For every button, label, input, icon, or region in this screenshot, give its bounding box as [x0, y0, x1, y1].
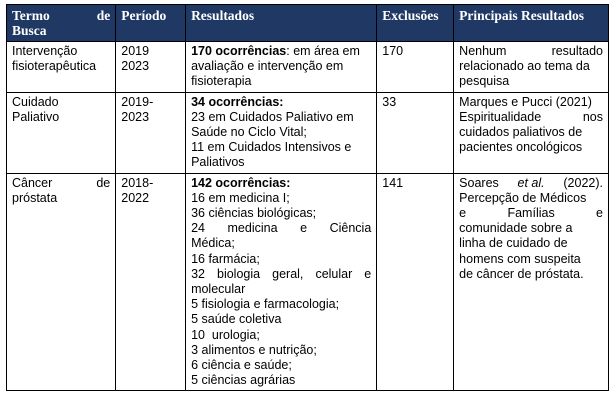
results-text: 6 ciência e saúde; [191, 358, 292, 373]
main-results-text: Famílias [507, 206, 555, 221]
results-text: fisioterapia [191, 74, 252, 89]
results-count: 34 ocorrências: [191, 94, 284, 109]
results-text: avaliação e intervenção em [191, 59, 344, 74]
header-exclusions: Exclusões [377, 5, 454, 42]
results-text: e [364, 266, 372, 281]
results-text: 24 [191, 221, 205, 236]
results-text: 16 em medicina I; [191, 190, 290, 205]
header-main-results: Principais Resultados [454, 5, 609, 42]
main-results-text: Marques e Pucci (2021) [459, 94, 592, 109]
term-text: Cuidado [12, 94, 59, 109]
results-text: medicina [227, 221, 278, 236]
main-results-cell [454, 42, 609, 93]
header-term-word1: Termo [12, 8, 50, 23]
results-count: 142 ocorrências: [191, 175, 291, 190]
period-text: 2018- [121, 175, 154, 190]
table-row [7, 42, 609, 93]
main-results-text: pacientes oncológicos [459, 140, 583, 155]
results-text: 23 em Cuidados Paliativo em [191, 109, 354, 124]
period-text: 2023 [121, 59, 150, 74]
period-cell [116, 92, 186, 173]
main-results-text: cuidados paliativos de [459, 125, 583, 140]
results-text: molecular [191, 282, 246, 297]
main-results-text: relacionado ao tema da [459, 59, 590, 74]
main-results-text: linha de cuidado de [459, 236, 568, 251]
results-text: celular [315, 266, 353, 281]
results-text: 5 fisiologia e farmacologia; [191, 297, 340, 312]
results-text: Médica; [191, 236, 235, 251]
header-term-word3: Busca [12, 23, 47, 38]
results-text: 10 urologia; [191, 327, 260, 342]
term-cell [7, 92, 116, 173]
period-text: 2023 [121, 109, 150, 124]
main-results-text: homens com suspeita [459, 251, 581, 266]
term-text: fisioterapêutica [12, 59, 97, 74]
results-text: biologia [217, 266, 261, 281]
term-text: Paliativo [12, 109, 60, 124]
main-results-text: e [596, 206, 603, 221]
main-results-text: nos [582, 109, 603, 124]
results-text: 5 saúde coletiva [191, 312, 282, 327]
results-text: Saúde no Ciclo Vital; [191, 125, 307, 140]
header-results: Resultados [186, 5, 377, 42]
results-text: 3 alimentos e nutrição; [191, 342, 317, 357]
exclusions-cell: 141 [377, 173, 454, 391]
results-cell [186, 92, 377, 173]
results-text: Ciência [329, 221, 372, 236]
main-results-text: pesquisa [459, 74, 510, 89]
header-term-word2: de [96, 8, 111, 23]
main-results-text: Soares [459, 175, 499, 190]
main-results-text: resultado [551, 44, 603, 58]
main-results-text: Nenhum [459, 44, 507, 58]
main-results-cell [454, 92, 609, 173]
term-text: de [96, 175, 111, 190]
main-results-cell [454, 173, 609, 391]
main-results-text: Espiritualidade [459, 109, 542, 124]
header-term [7, 5, 116, 42]
exclusions-cell: 170 [377, 42, 454, 93]
results-text: e [300, 221, 308, 236]
header-row [7, 5, 609, 42]
results-text: 11 em Cuidados Intensivos e [191, 140, 352, 155]
results-text: 16 farmácia; [191, 251, 260, 266]
results-text: : em área em [286, 44, 360, 58]
results-text: geral, [272, 266, 304, 281]
period-cell [116, 173, 186, 391]
results-text: Paliativos [191, 155, 245, 170]
main-results-text: de câncer de próstata. [459, 266, 584, 281]
results-cell [186, 42, 377, 93]
results-text: 36 ciências biológicas; [191, 206, 317, 221]
exclusions-cell: 33 [377, 92, 454, 173]
term-text: próstata [12, 190, 58, 205]
main-results-text: Percepção de Médicos [459, 190, 587, 205]
term-cell [7, 173, 116, 391]
table-row [7, 173, 609, 391]
term-text: Intervenção [12, 44, 78, 58]
results-text: 5 ciências agrárias [191, 373, 296, 388]
main-results-text: (2022). [563, 175, 603, 190]
main-results-text: et al. [517, 175, 545, 190]
period-cell [116, 42, 186, 93]
term-cell [7, 42, 116, 93]
period-text: 2019 [121, 44, 150, 58]
header-period: Período [116, 5, 186, 42]
results-text: 32 [191, 266, 205, 281]
results-table [6, 4, 609, 391]
results-count: 170 ocorrências [191, 44, 287, 58]
main-results-text: e [459, 206, 467, 221]
period-text: 2019- [121, 94, 154, 109]
term-text: Câncer [12, 175, 53, 190]
table-row [7, 92, 609, 173]
period-text: 2022 [121, 190, 150, 205]
results-cell [186, 173, 377, 391]
main-results-text: comunidade sobre a [459, 221, 573, 236]
